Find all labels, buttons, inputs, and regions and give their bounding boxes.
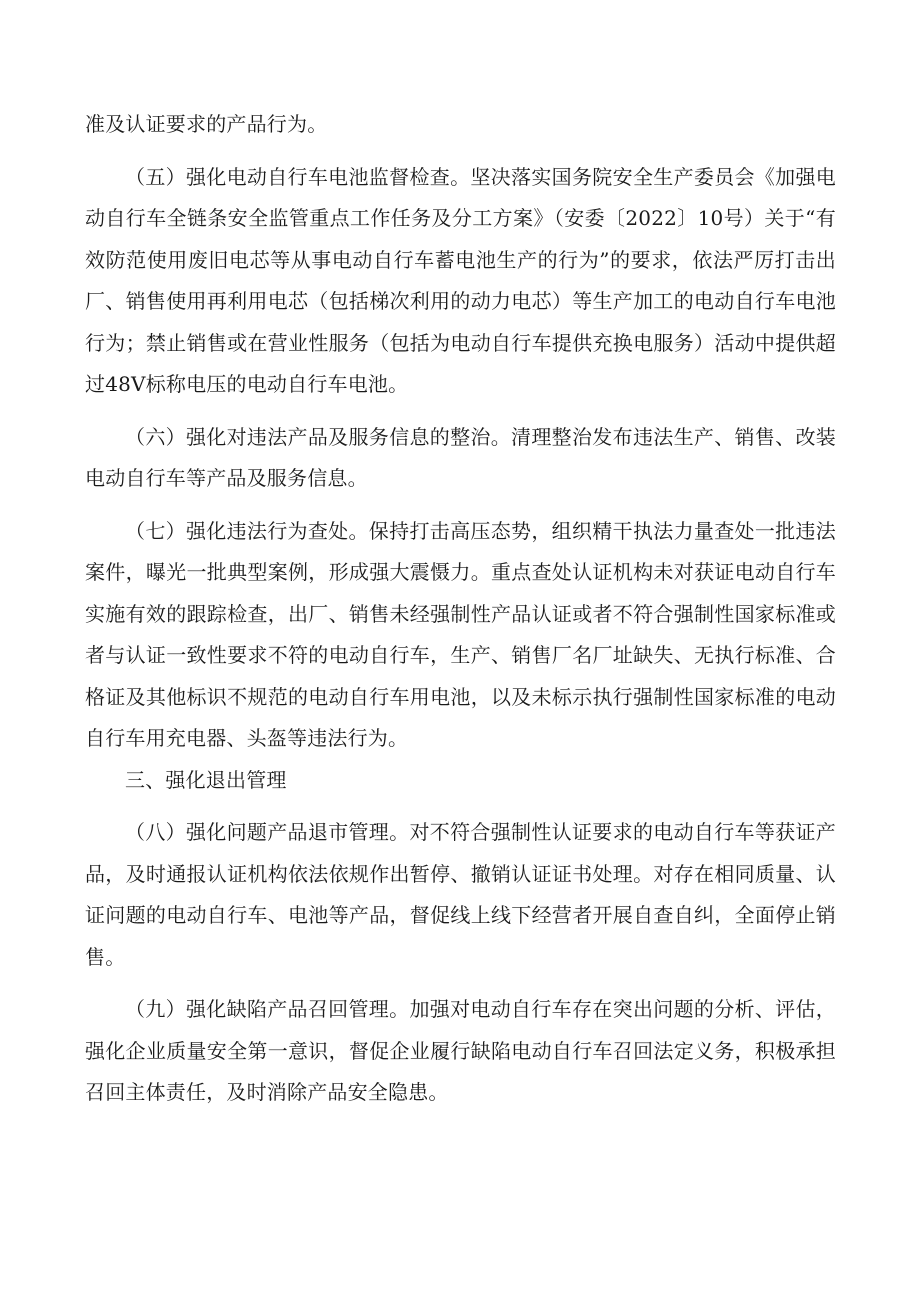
paragraph-item-9: （九）强化缺陷产品召回管理。加强对电动自行车存在突出问题的分析、评估，强化企业质量安全第一意识，督促企业履行缺陷电动自行车召回法定义务，积极承担召回主体责任，及时消除产品安全隐患。 xyxy=(85,997,836,1104)
section-heading-3: 三、强化退出管理 xyxy=(125,767,287,792)
paragraph-item-8: （八）强化问题产品退市管理。对不符合强制性认证要求的电动自行车等获证产品，及时通报认证机构依法依规作出暂停、撤销认证证书处理。对存在相同质量、认证问题的电动自行车、电池等产品，督促线上线下经营者开展自查自纠，全面停止销售。 xyxy=(85,820,836,969)
paragraph-item-7: （七）强化违法行为查处。保持打击高压态势，组织精干执法力量查处一批违法案件，曝光一批典型案例，形成强大震慑力。重点查处认证机构未对获证电动自行车实施有效的跟踪检查，出厂、销售未经强制性产品认证或者不符合强制性国家标准或者与认证一致性要求不符的电动自行车，生产、销售厂名厂址缺失、无执行标准、合格证及其他标识不规范的电动自行车用电池，以及未标示执行强制性国家标准的电动自行车用充电器、头盔等违法行为。 xyxy=(85,518,836,750)
paragraph-continuation: 准及认证要求的产品行为。 xyxy=(85,112,328,136)
paragraph-item-5: （五）强化电动自行车电池监督检查。坚决落实国务院安全生产委员会《加强电动自行车全链条安全监管重点工作任务及分工方案》（安委〔2022〕10号）关于“有效防范使用废旧电芯等从事电动自行车蓄电池生产的行为”的要求，依法严厉打击出厂、销售使用再利用电芯（包括梯次利用的动力电芯）等生产加工的电动自行车电池行为；禁止销售或在营业性服务（包括为电动自行车提供充换电服务）活动中提供超过48V标称电压的电动自行车电池。 xyxy=(85,164,836,396)
paragraph-item-6: （六）强化对违法产品及服务信息的整治。清理整治发布违法生产、销售、改装电动自行车等产品及服务信息。 xyxy=(85,424,836,490)
